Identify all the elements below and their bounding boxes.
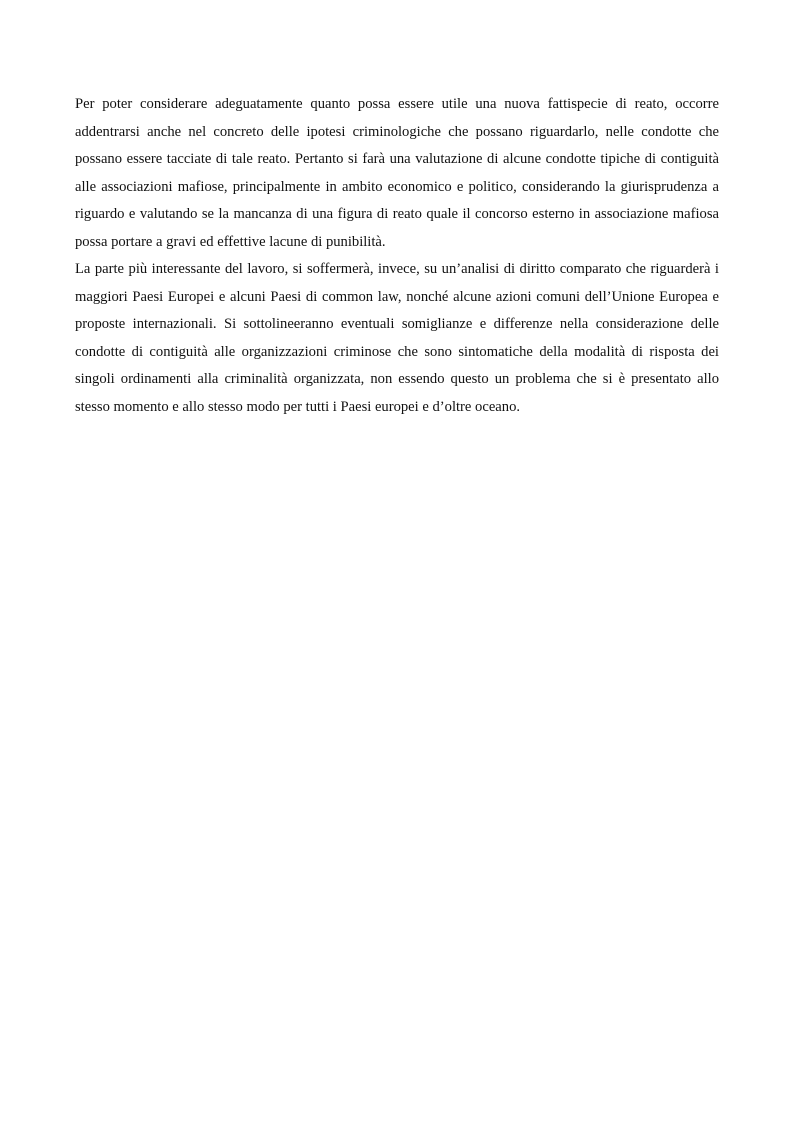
body-text <box>75 91 719 421</box>
paragraph-comparative: La parte più interessante del lavoro, si soffermerà, invece, su un’analisi di diritto comparato che riguarderà i maggiori Paesi Europei e alcuni Paesi di common law, nonché alcune azioni comuni dell’Unione Europea e proposte internazionali. Si sottolineeranno eventuali somiglianze e differenze nella considerazione delle condotte di contiguità alle organizzazioni criminose che sono sintomatiche della modalità di risposta dei singoli ordinamenti alla criminalità organizzata, non essendo questo un problema che si è presentato allo stesso momento e allo stesso modo per tutti i Paesi europei e d’oltre oceano. <box>75 261 719 415</box>
paragraph-intro: Per poter considerare adeguatamente quanto possa essere utile una nuova fattispecie di reato, occorre addentrarsi anche nel concreto delle ipotesi criminologiche che possano riguardarlo, nelle condotte che possano essere tacciate di tale reato. Pertanto si farà una valutazione di alcune condotte tipiche di contiguità alle associazioni mafiose, principalmente in ambito economico e politico, considerando la giurisprudenza a riguardo e valutando se la mancanza di una figura di reato quale il concorso esterno in associazione mafiosa possa portare a gravi ed effettive lacune di punibilità. <box>75 96 719 250</box>
